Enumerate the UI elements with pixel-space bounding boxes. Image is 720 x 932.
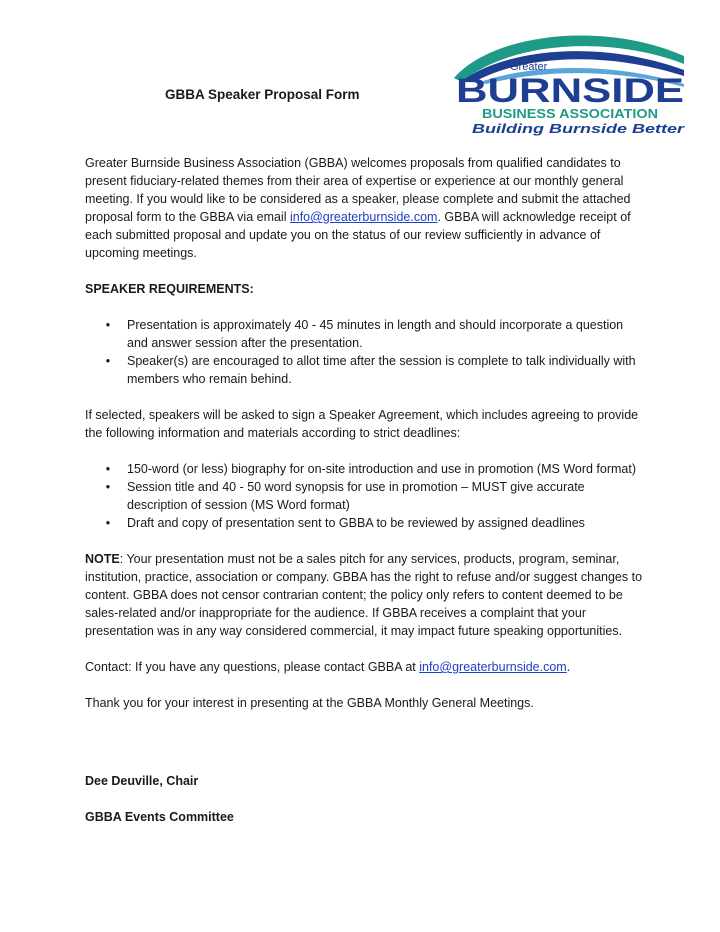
note-label: NOTE	[85, 552, 120, 566]
requirements-list	[85, 316, 645, 388]
logo-business-association: BUSINESS ASSOCIATION	[482, 107, 658, 121]
intro-paragraph: Greater Burnside Business Association (GBBA) welcomes proposals from qualified candidates to present fiduciary-related themes from their area of expertise or experience at our monthly general meeting. If you would like to be considered as a speaker, please complete and submit the attached proposal form to the GBBA via email info@greaterburnside.com. GBBA will acknowledge receipt of each submitted proposal and update you on the status of our review sufficiently in advance of upcoming meetings.	[85, 156, 631, 260]
requirements-heading: SPEAKER REQUIREMENTS:	[85, 282, 254, 296]
signature-committee: GBBA Events Committee	[85, 810, 234, 824]
list-item: • 150-word (or less) biography for on-site introduction and use in promotion (MS Word format)	[85, 460, 645, 478]
contact-email-link[interactable]: info@greaterburnside.com	[419, 660, 567, 674]
contact-paragraph: Contact: If you have any questions, please contact GBBA at info@greaterburnside.com.	[85, 660, 571, 674]
intro-email-link[interactable]: info@greaterburnside.com	[289, 210, 438, 224]
bullet-icon: •	[105, 462, 111, 476]
signature-name: Dee Deuville, Chair	[85, 774, 199, 788]
agreement-list	[85, 460, 645, 532]
bullet-icon: •	[105, 516, 111, 530]
thanks-paragraph: Thank you for your interest in presenting at the GBBA Monthly General Meetings.	[85, 696, 534, 710]
bullet-icon: •	[105, 354, 111, 368]
logo-tagline: Building Burnside Better	[472, 122, 686, 136]
bullet-icon: •	[105, 480, 111, 494]
agreement-paragraph: If selected, speakers will be asked to sign a Speaker Agreement, which includes agreeing to provide the following information and materials according to strict deadlines:	[85, 408, 639, 440]
note-paragraph: NOTE: Your presentation must not be a sales pitch for any services, products, program, seminar, institution, practice, association or company. GBBA has the right to refuse and/or suggest changes to content. GBBA does not censor contrarian content; the policy only refers to content deemed to be sales-related and/or inappropriate for the audience. If GBBA receives a complaint that your presentation was in any way considered commercial, it may impact future speaking opportunities.	[85, 552, 643, 638]
list-item: • Presentation is approximately 40 - 45 minutes in length and should incorporate a question and answer session after the presentation.	[85, 316, 645, 352]
list-item: • Session title and 40 - 50 word synopsis for use in promotion – MUST give accurate description of session (MS Word format)	[85, 478, 645, 514]
logo-burnside: BURNSIDE	[456, 72, 684, 110]
page-title: GBBA Speaker Proposal Form	[165, 87, 360, 102]
logo-greater: Greater	[510, 61, 548, 73]
list-item: • Draft and copy of presentation sent to GBBA to be reviewed by assigned deadlines	[85, 514, 645, 532]
list-item: • Speaker(s) are encouraged to allot time after the session is complete to talk individually with members who remain behind.	[85, 352, 645, 388]
document-body	[85, 154, 645, 826]
gbba-logo	[452, 26, 686, 138]
bullet-icon: •	[105, 318, 111, 332]
